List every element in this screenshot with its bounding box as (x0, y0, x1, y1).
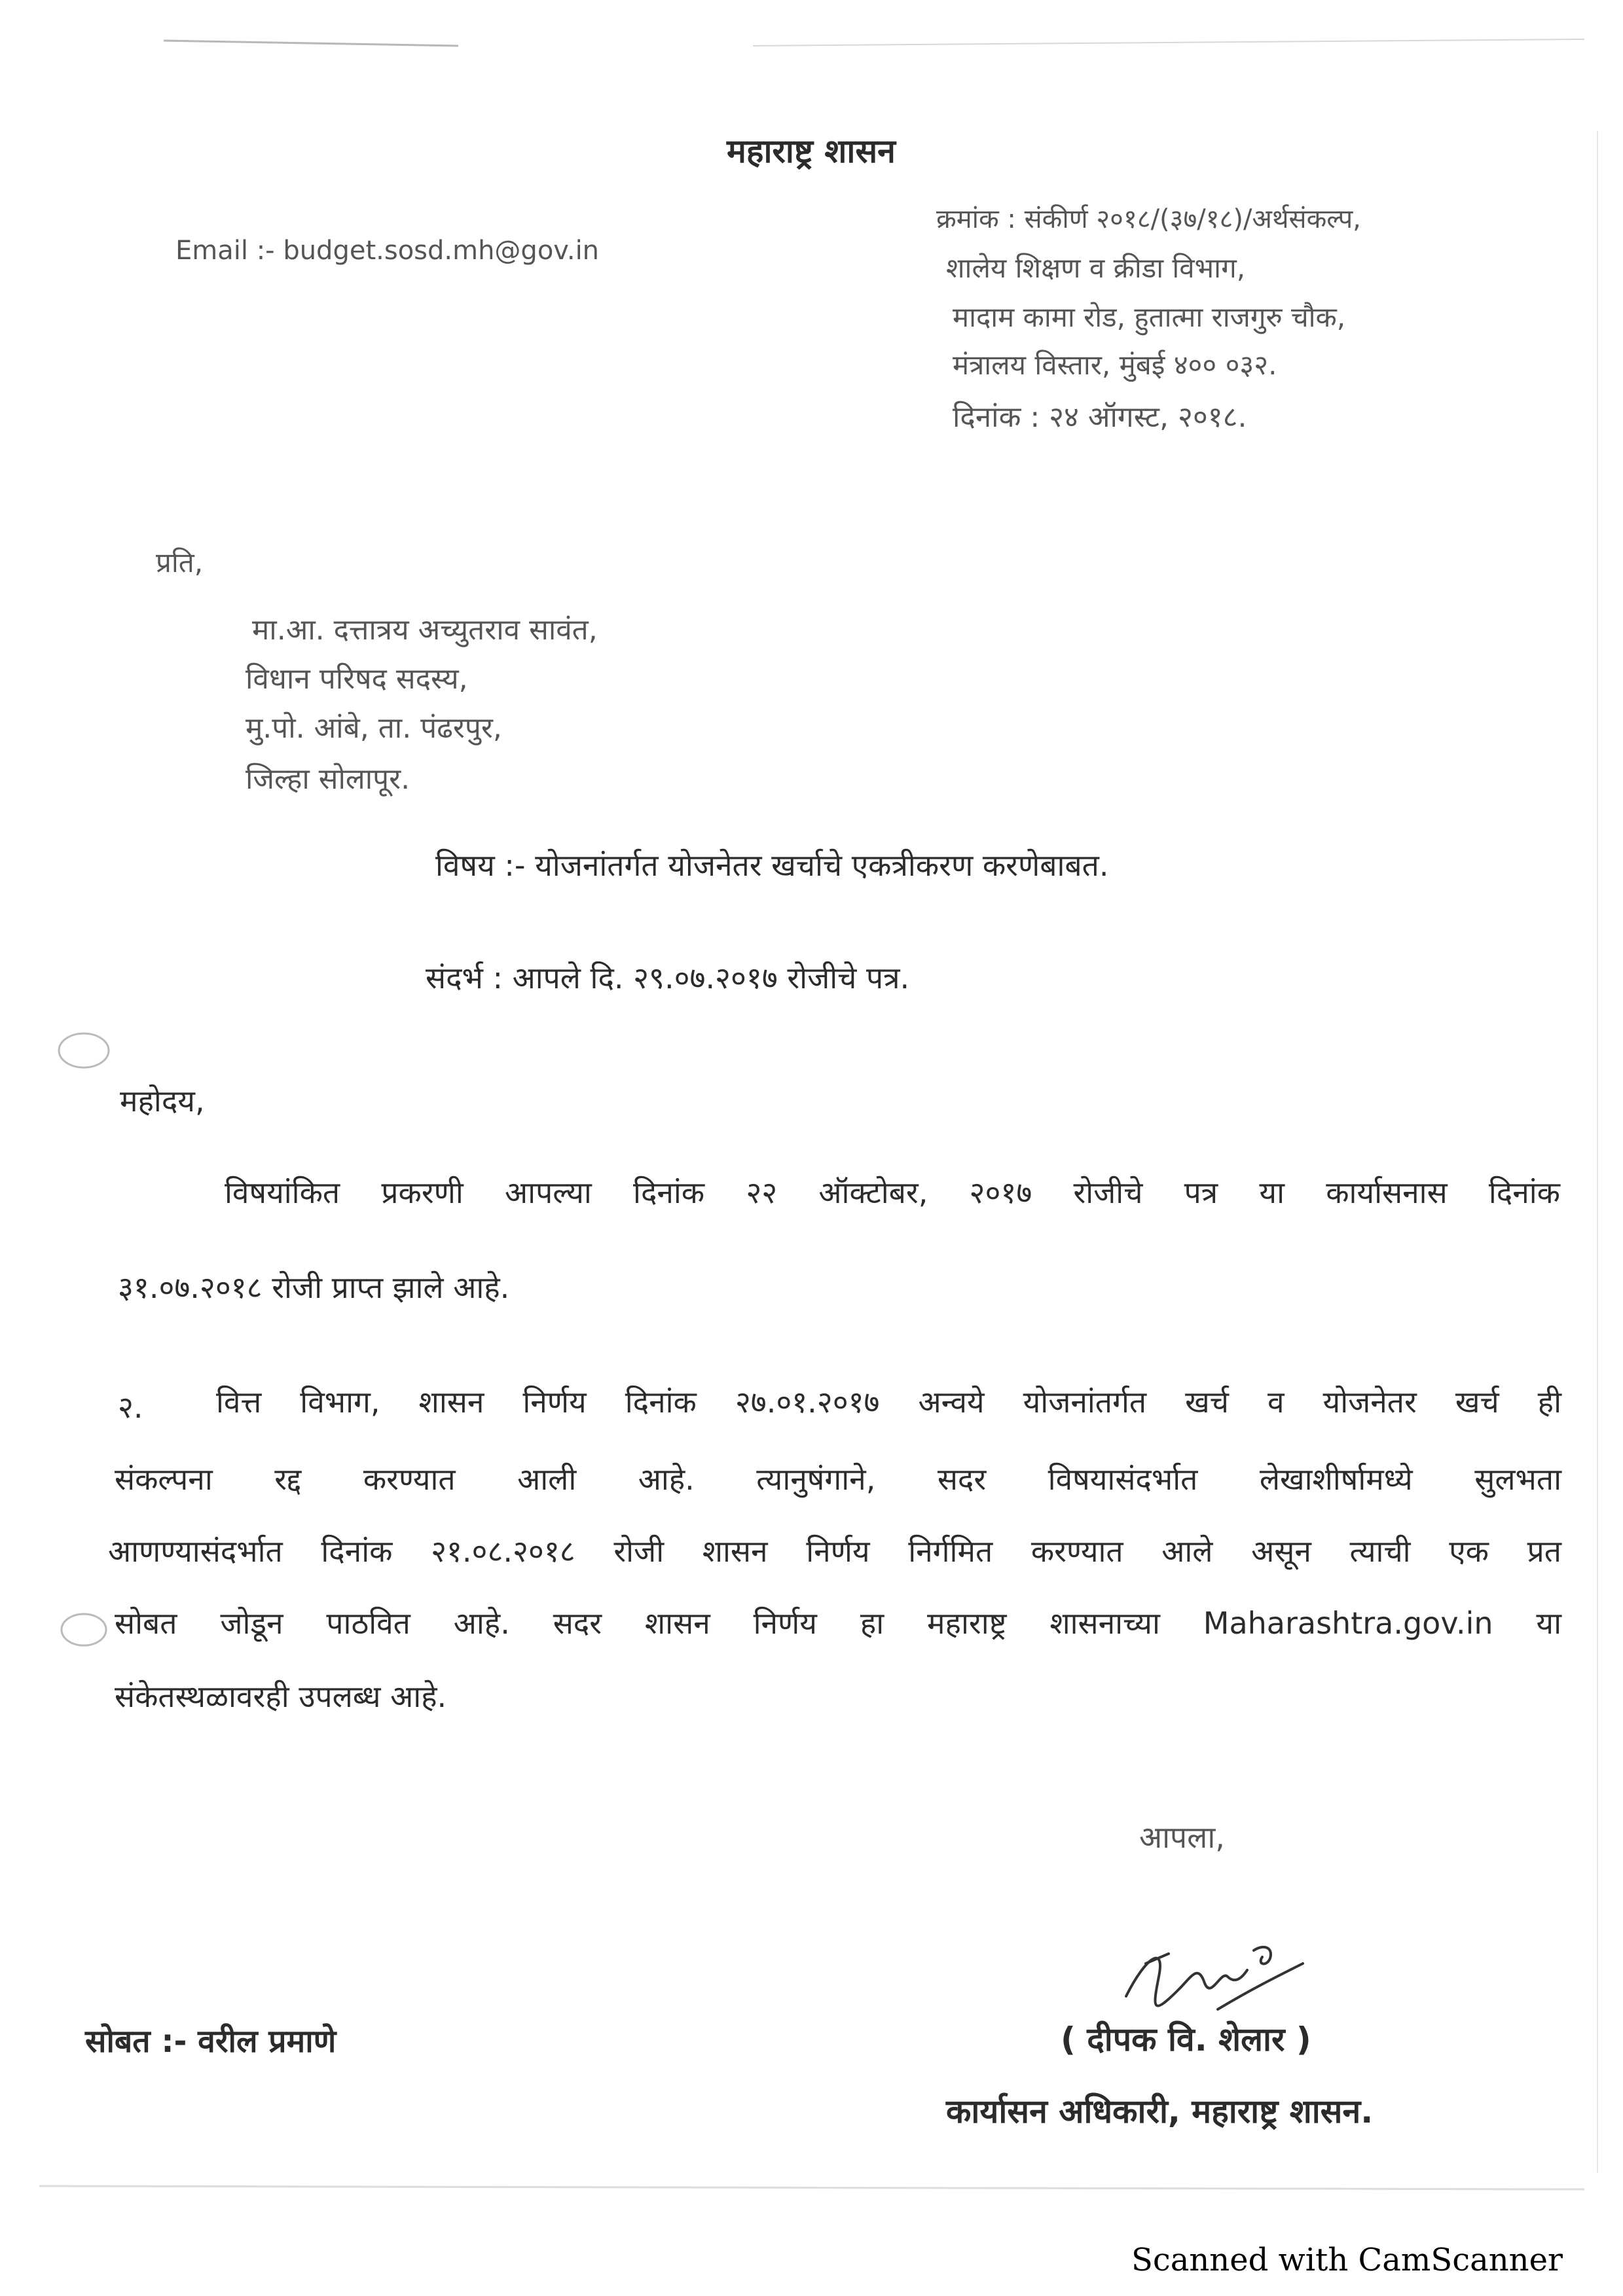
recipient-address: मु.पो. आंबे, ता. पंढरपुर, (246, 711, 502, 745)
recipient-name: मा.आ. दत्तात्रय अच्युतराव सावंत, (252, 613, 598, 647)
reference-line: संदर्भ : आपले दि. २९.०७.२०१७ रोजीचे पत्र. (426, 960, 910, 996)
signature-image (1106, 1918, 1316, 2029)
paragraph-2-line-5: संकेतस्थळावरही उपलब्ध आहे. (115, 1679, 447, 1714)
email-line: Email :- budget.sosd.mh@gov.in (175, 236, 600, 266)
paragraph-2-number: २. (118, 1390, 143, 1425)
signatory-title: कार्यासन अधिकारी, महाराष्ट्र शासन. (946, 2092, 1374, 2130)
punch-hole-mark (59, 1033, 109, 1067)
scanner-watermark: Scanned with CamScanner (1131, 2242, 1563, 2278)
paragraph-1-line-2: ३१.०७.२०१८ रोजी प्राप्त झाले आहे. (118, 1270, 510, 1305)
reference-number: क्रमांक : संकीर्ण २०१८/(३७/१८)/अर्थसंकल्प, (936, 204, 1361, 234)
closing-yours: आपला, (1139, 1820, 1225, 1855)
department-name: शालेय शिक्षण व क्रीडा विभाग, (946, 252, 1246, 284)
paragraph-1-line-1: विषयांकित प्रकरणी आपल्या दिनांक २२ ऑक्टोबर, २०१७ रोजीचे पत्र या कार्यासनास दिनांक (225, 1175, 1560, 1210)
signatory-name: ( दीपक वि. शेलार ) (1061, 2020, 1311, 2058)
paragraph-2-line-4: सोबत जोडून पाठवित आहे. सदर शासन निर्णय हा महाराष्ट्र शासनाच्या Maharashtra.gov.in या (115, 1605, 1561, 1641)
letter-date: दिनांक : २४ ऑगस्ट, २०१८. (953, 401, 1247, 434)
letterhead-title: महाराष्ट्र शासन (727, 132, 896, 170)
recipient-district: जिल्हा सोलापूर. (246, 762, 410, 796)
recipient-prefix: प्रति, (156, 547, 204, 579)
paragraph-2-line-3: आणण्यासंदर्भात दिनांक २१.०८.२०१८ रोजी शासन निर्णय निर्गमित करण्यात आले असून त्याची एक प्रत (108, 1534, 1561, 1569)
office-address-line-1: मादाम कामा रोड, हुतात्मा राजगुरु चौक, (953, 301, 1346, 333)
subject-line: विषय :- योजनांतर्गत योजनेतर खर्चाचे एकत्रीकरण करणेबाबत. (435, 848, 1109, 883)
office-address-line-2: मंत्रालय विस्तार, मुंबई ४०० ०३२. (953, 349, 1277, 381)
punch-hole-mark (62, 1614, 106, 1645)
paragraph-2-line-1: वित्त विभाग, शासन निर्णय दिनांक २७.०१.२०१७ अन्वये योजनांतर्गत खर्च व योजनेतर खर्च ही (216, 1384, 1561, 1420)
paragraph-2-line-2: संकल्पना रद्द करण्यात आली आहे. त्यानुषंगाने, सदर विषयासंदर्भात लेखाशीर्षामध्ये सुलभता (115, 1462, 1561, 1497)
recipient-designation: विधान परिषद सदस्य, (246, 662, 468, 696)
enclosure-note: सोबत :- वरील प्रमाणे (85, 2023, 337, 2060)
salutation: महोदय, (120, 1083, 205, 1119)
